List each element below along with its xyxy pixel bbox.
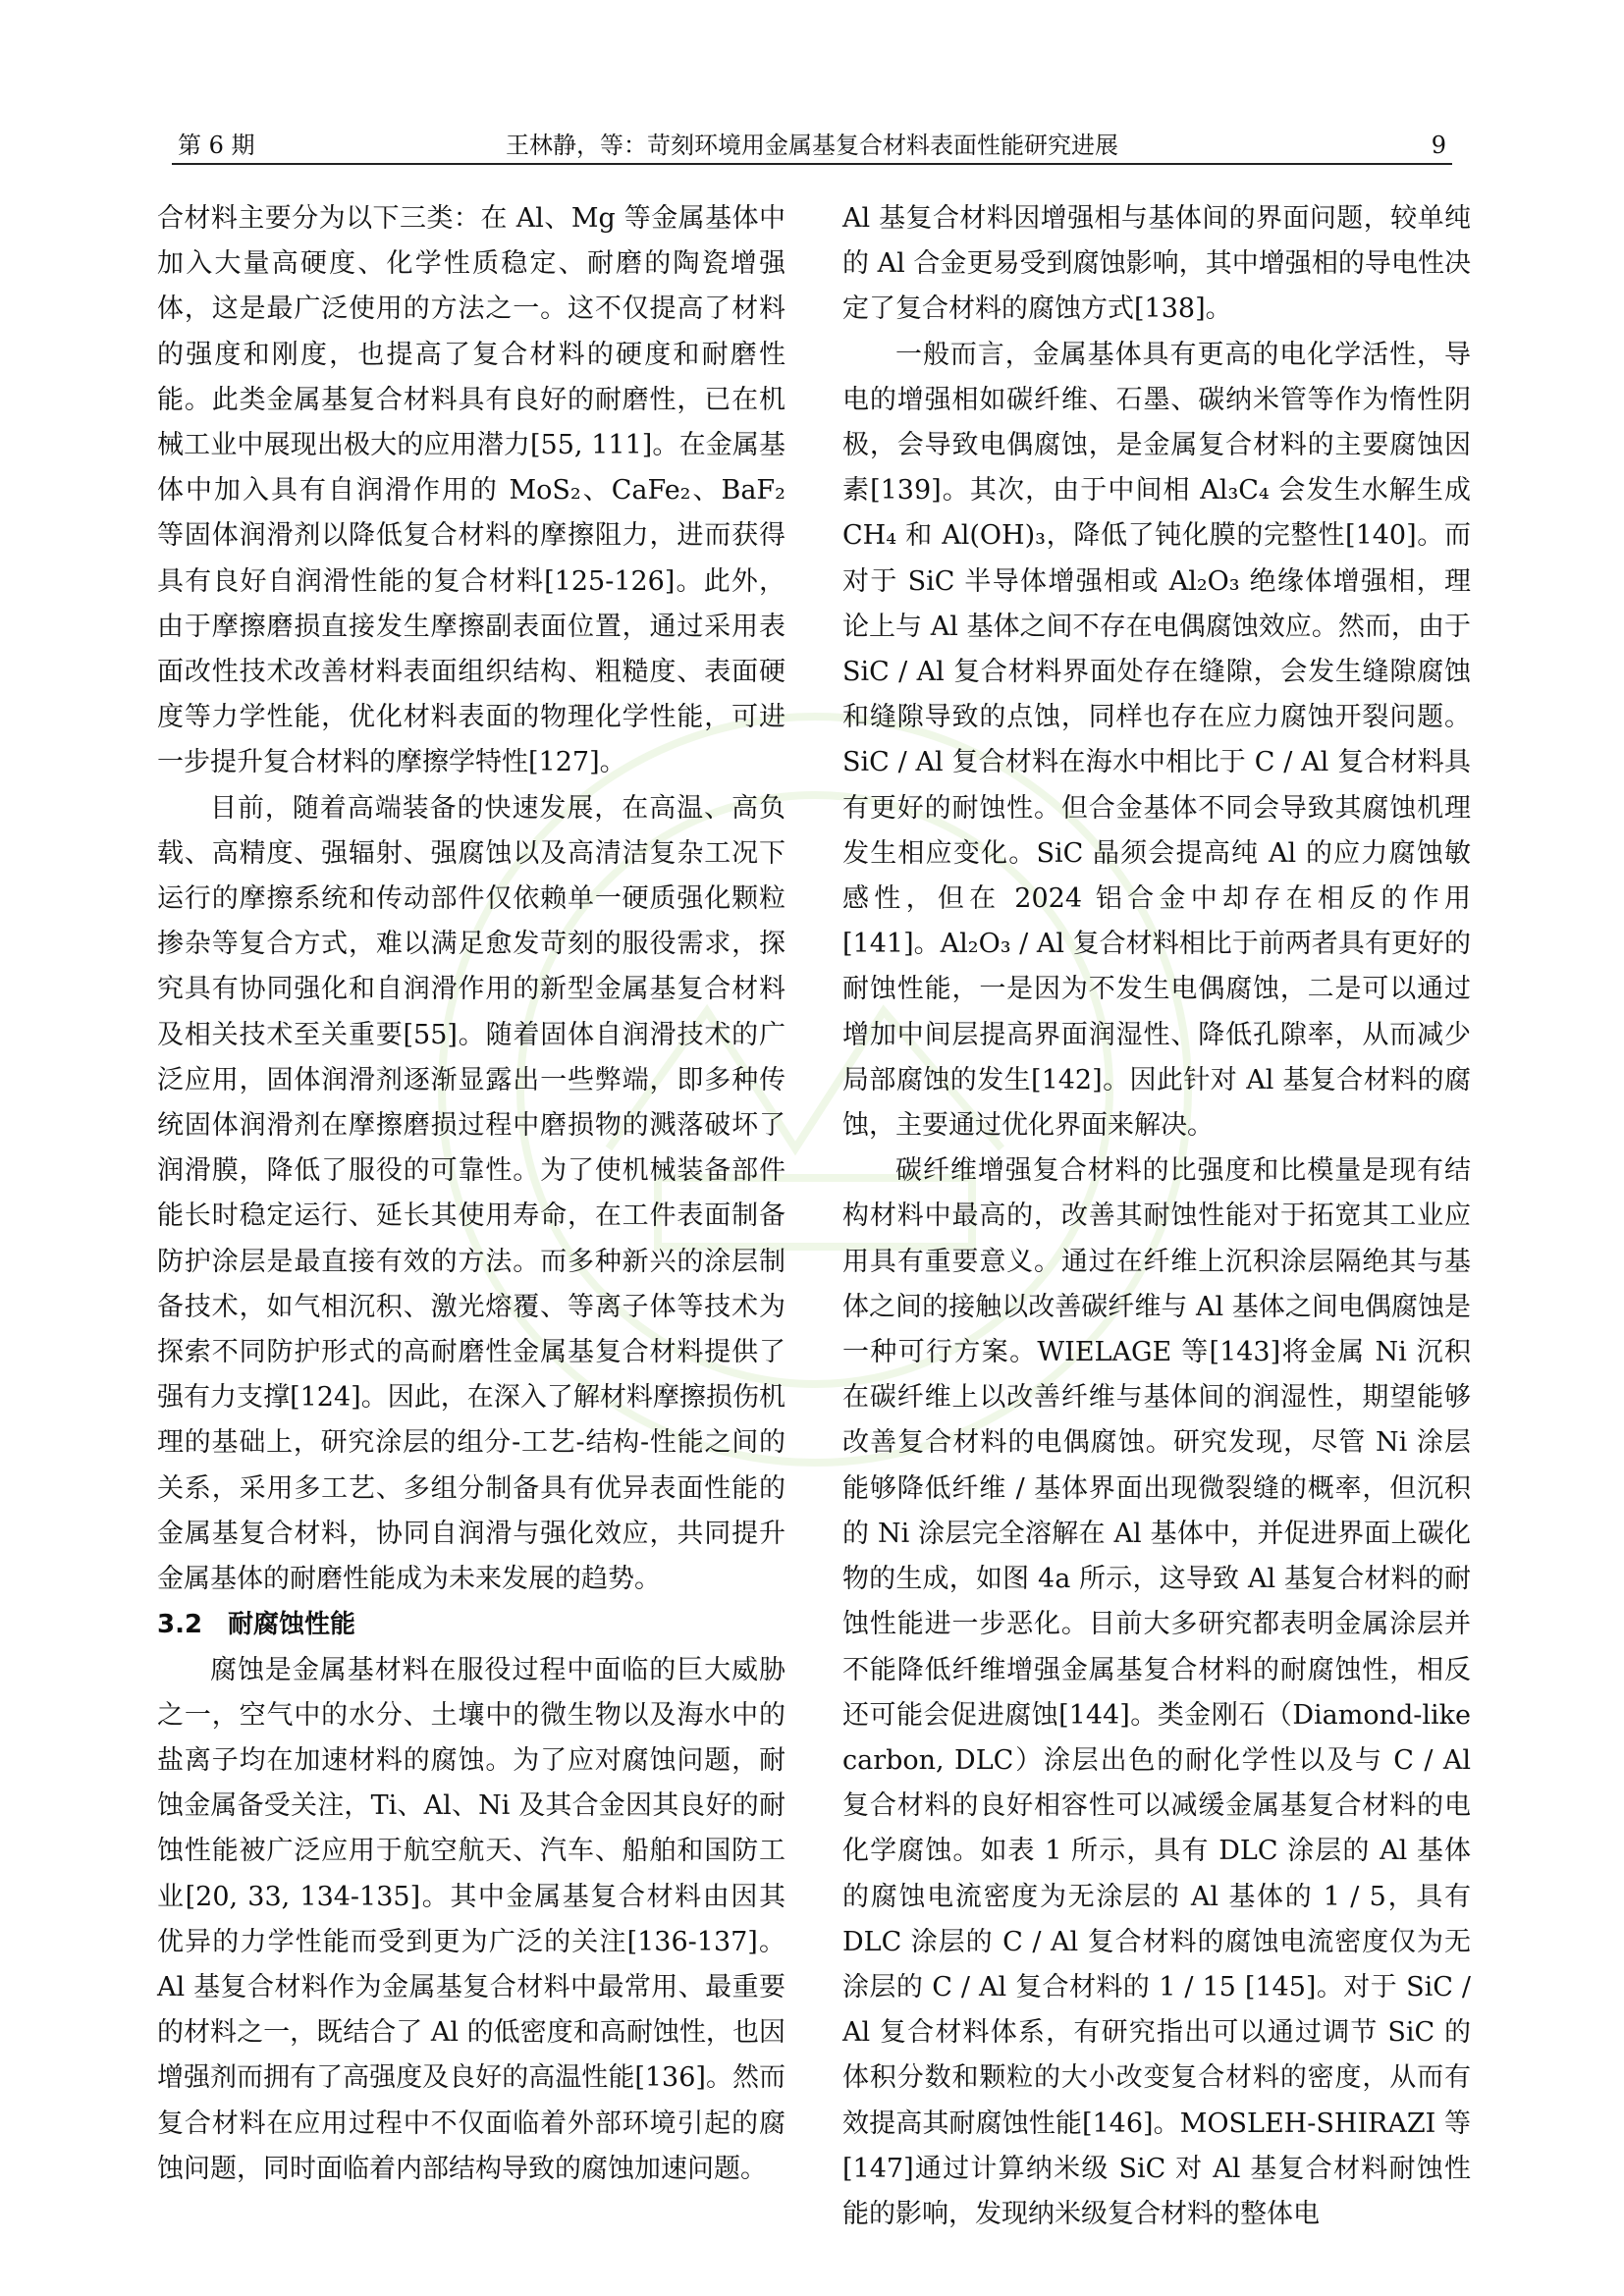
left-paragraph-1: 合材料主要分为以下三类：在 Al、Mg 等金属基体中加入大量高硬度、化学性质稳定、耐磨的陶瓷增强体，这是最广泛使用的方法之一。这不仅提高了材料的强度和刚度，也提高了复合材料的硬度和耐磨性能。此类金属基复合材料具有良好的耐磨性，已在机械工业中展现出极大的应用潜力[55, 111]。在金属基体中加入具有自润滑作用的 MoS₂、CaFe₂、BaF₂ 等固体润滑剂以降低复合材料的摩擦阻力，进而获得具有良好自润滑性能的复合材料[125-126]。此外，由于摩擦磨损直接发生摩擦副表面位置，通过采用表面改性技术改善材料表面组织结构、粗糙度、表面硬度等力学性能，优化材料表面的物理化学性能，可进一步提升复合材料的摩擦学特性[127]。 (157, 203, 785, 778)
right-column (842, 196, 1471, 2237)
section-heading: 3.2 耐腐蚀性能 (157, 1610, 356, 1640)
page-number: 9 (1431, 132, 1446, 159)
issue-label: 第 6 期 (178, 132, 255, 159)
running-title: 王林静，等：苛刻环境用金属基复合材料表面性能研究进展 (506, 132, 1118, 159)
left-column (157, 196, 785, 2192)
right-paragraph-1: Al 基复合材料因增强相与基体间的界面问题，较单纯的 Al 合金更易受到腐蚀影响，其中增强相的导电性决定了复合材料的腐蚀方式[138]。 (842, 203, 1471, 325)
left-paragraph-3: 腐蚀是金属基材料在服役过程中面临的巨大威胁之一，空气中的水分、土壤中的微生物以及海水中的盐离子均在加速材料的腐蚀。为了应对腐蚀问题，耐蚀金属备受关注，Ti、Al、Ni 及其合金因其良好的耐蚀性能被广泛应用于航空航天、汽车、船舶和国防工业[20, 33, 134-135]。其中金属基复合材料由因其优异的力学性能而受到更为广泛的关注[136-137]。Al 基复合材料作为金属基复合材料中最常用、最重要的材料之一，既结合了 Al 的低密度和高耐蚀性，也因增强剂而拥有了高强度及良好的高温性能[136]。然而复合材料在应用过程中不仅面临着外部环境引起的腐蚀问题，同时面临着内部结构导致的腐蚀加速问题。 (157, 1654, 785, 2184)
right-paragraph-3: 碳纤维增强复合材料的比强度和比模量是现有结构材料中最高的，改善其耐蚀性能对于拓宽其工业应用具有重要意义。通过在纤维上沉积涂层隔绝其与基体之间的接触以改善碳纤维与 Al 基体之间电偶腐蚀是一种可行方案。WIELAGE 等[143]将金属 Ni 沉积在碳纤维上以改善纤维与基体间的润湿性，期望能够改善复合材料的电偶腐蚀。研究发现，尽管 Ni 涂层能够降低纤维 / 基体界面出现微裂缝的概率，但沉积的 Ni 涂层完全溶解在 Al 基体中，并促进界面上碳化物的生成，如图 4a 所示，这导致 Al 基复合材料的耐蚀性能进一步恶化。目前大多研究都表明金属涂层并不能降低纤维增强金属基复合材料的耐腐蚀性，相反还可能会促进腐蚀[144]。类金刚石（Diamond-like carbon, DLC）涂层出色的耐化学性以及与 C / Al 复合材料的良好相容性可以减缓金属基复合材料的电化学腐蚀。如表 1 所示，具有 DLC 涂层的 Al 基体的腐蚀电流密度为无涂层的 Al 基体的 1 / 5，具有 DLC 涂层的 C / Al 复合材料的腐蚀电流密度仅为无涂层的 C / Al 复合材料的 1 / 15 [145]。对于 SiC / Al 复合材料体系，有研究指出可以通过调节 SiC 的体积分数和颗粒的大小改变复合材料的密度，从而有效提高其耐腐蚀性能[146]。MOSLEH-SHIRAZI 等[147]通过计算纳米级 SiC 对 Al 基复合材料耐蚀性能的影响，发现纳米级复合材料的整体电 (842, 1155, 1471, 2229)
right-paragraph-2: 一般而言，金属基体具有更高的电化学活性，导电的增强相如碳纤维、石墨、碳纳米管等作为惰性阴极，会导致电偶腐蚀，是金属复合材料的主要腐蚀因素[139]。其次，由于中间相 Al₃C₄ 会发生水解生成 CH₄ 和 Al(OH)₃，降低了钝化膜的完整性[140]。而对于 SiC 半导体增强相或 Al₂O₃ 绝缘体增强相，理论上与 Al 基体之间不存在电偶腐蚀效应。然而，由于 SiC / Al 复合材料界面处存在缝隙，会发生缝隙腐蚀和缝隙导致的点蚀，同样也存在应力腐蚀开裂问题。SiC / Al 复合材料在海水中相比于 C / Al 复合材料具有更好的耐蚀性。但合金基体不同会导致其腐蚀机理发生相应变化。SiC 晶须会提高纯 Al 的应力腐蚀敏感性，但在 2024 铝合金中却存在相反的作用[141]。Al₂O₃ / Al 复合材料相比于前两者具有更好的耐蚀性能，一是因为不发生电偶腐蚀，二是可以通过增加中间层提高界面润湿性、降低孔隙率，从而减少局部腐蚀的发生[142]。因此针对 Al 基复合材料的腐蚀，主要通过优化界面来解决。 (842, 339, 1471, 1142)
running-header (172, 128, 1452, 165)
left-paragraph-2: 目前，随着高端装备的快速发展，在高温、高负载、高精度、强辐射、强腐蚀以及高清洁复杂工况下运行的摩擦系统和传动部件仅依赖单一硬质强化颗粒掺杂等复合方式，难以满足愈发苛刻的服役需求，探究具有协同强化和自润滑作用的新型金属基复合材料及相关技术至关重要[55]。随着固体自润滑技术的广泛应用，固体润滑剂逐渐显露出一些弊端，即多种传统固体润滑剂在摩擦磨损过程中磨损物的溅落破坏了润滑膜，降低了服役的可靠性。为了使机械装备部件能长时稳定运行、延长其使用寿命，在工件表面制备防护涂层是最直接有效的方法。而多种新兴的涂层制备技术，如气相沉积、激光熔覆、等离子体等技术为探索不同防护形式的高耐磨性金属基复合材料提供了强有力支撑[124]。因此，在深入了解材料摩擦损伤机理的基础上，研究涂层的组分-工艺-结构-性能之间的关系，采用多工艺、多组分制备具有优异表面性能的金属基复合材料，协同自润滑与强化效应，共同提升金属基体的耐磨性能成为未来发展的趋势。 (157, 792, 785, 1595)
